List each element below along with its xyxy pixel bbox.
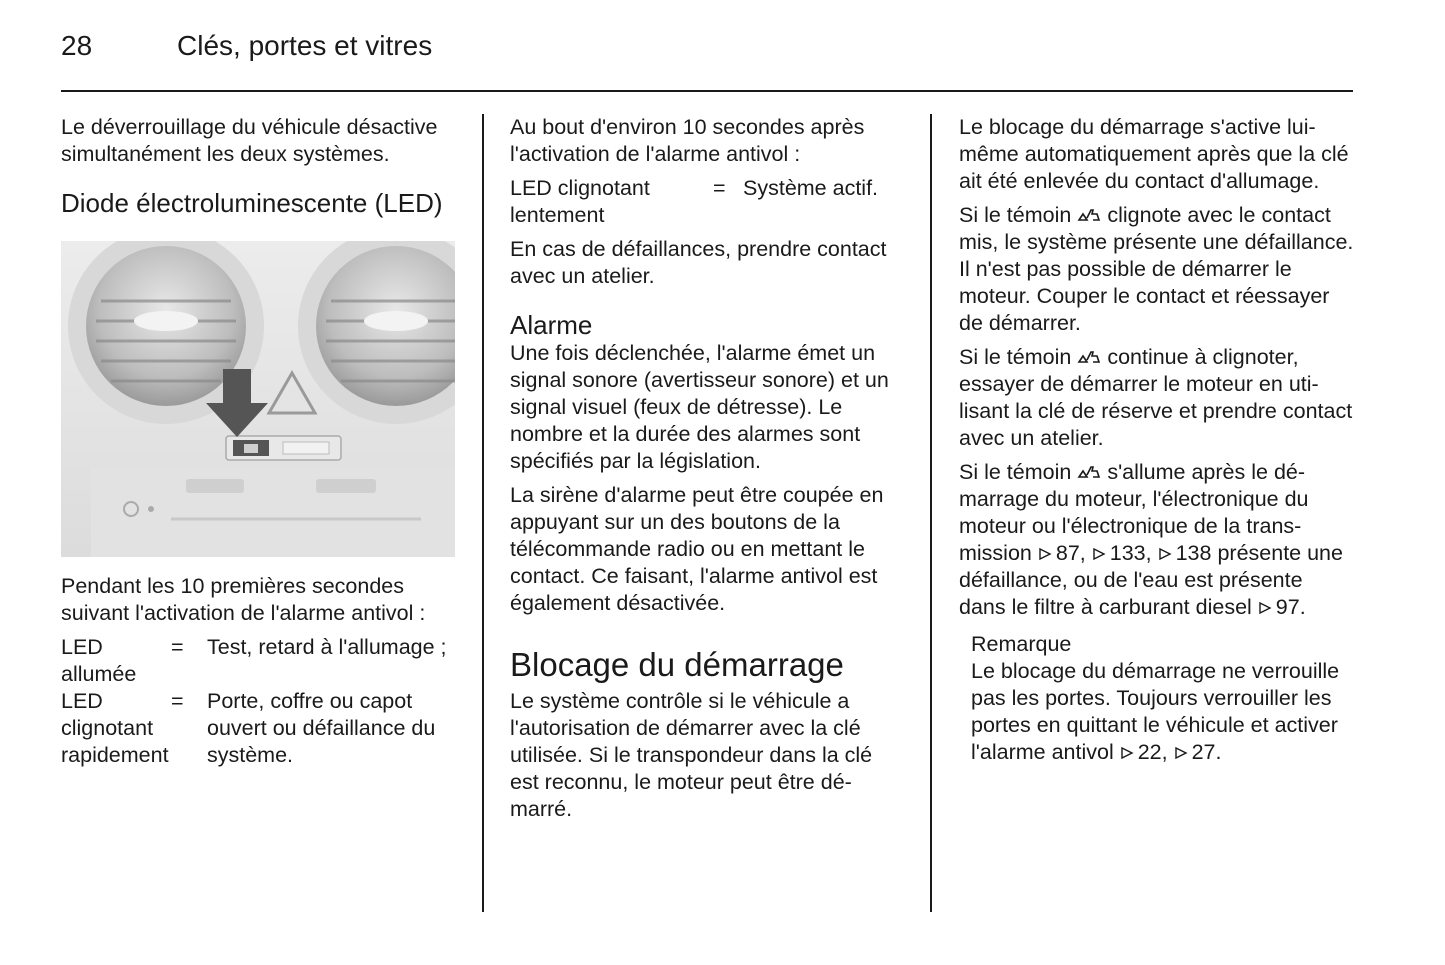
alarm-paragraph: Une fois déclenchée, l'alarme émet un signal sonore (avertisseur sonore) et un signal visuel (feux de détresse). Le nombre et la durée des alarmes sont spécifiés par la législation. xyxy=(510,341,889,473)
text-fragment: Si le témoin xyxy=(959,203,1072,227)
led-desc-slow: Système actif. xyxy=(743,176,879,200)
page-reference-link[interactable]: 97. xyxy=(1275,595,1306,619)
equals-sign: = xyxy=(171,689,184,713)
column-divider-2 xyxy=(930,114,932,912)
text-fragment: présente une défaillance, ou de l'eau est présente dans le filtre à carburant diesel xyxy=(959,541,1343,619)
led-term-on: LED allumée xyxy=(61,635,137,686)
page-reference-icon[interactable] xyxy=(1038,547,1052,561)
page-reference-link[interactable]: 138 xyxy=(1175,541,1212,565)
text-fragment: Si le témoin xyxy=(959,460,1072,484)
dashboard-figure xyxy=(61,241,455,557)
header-rule xyxy=(61,90,1353,92)
note-text xyxy=(971,658,1355,766)
page-number: 28 xyxy=(61,30,93,61)
text-fragment: Si le témoin xyxy=(959,345,1072,369)
failure-paragraph: En cas de défaillances, prendre contact avec un atelier. xyxy=(510,237,887,288)
note-box xyxy=(971,631,1355,766)
page-reference-icon[interactable] xyxy=(1258,601,1272,615)
column-divider-1 xyxy=(482,114,484,912)
immobilizer-warning-icon xyxy=(1077,348,1101,366)
intro-paragraph: Le déverrouillage du véhicule désactive simultanément les deux systèmes. xyxy=(61,115,438,166)
led-heading: Diode électroluminescente (LED) xyxy=(61,188,443,218)
page-reference-link[interactable]: 133, xyxy=(1109,541,1152,565)
immobilizer-warning-icon xyxy=(1077,463,1101,481)
dashboard-illustration xyxy=(61,241,455,557)
led-slow-row xyxy=(510,175,906,229)
after-10s-paragraph: Au bout d'environ 10 secondes après l'activation de l'alarme antivol : xyxy=(510,115,865,166)
led-intro-paragraph: Pendant les 10 premières secondes suivant l'activation de l'alarme antivol : xyxy=(61,574,426,625)
page-reference-icon[interactable] xyxy=(1120,746,1134,760)
equals-sign: = xyxy=(171,635,184,659)
led-desc-on: Test, retard à l'allumage ; xyxy=(207,635,447,659)
page-reference-icon[interactable] xyxy=(1158,547,1172,561)
immobilizer-paragraph: Le système contrôle si le véhicule a l'autorisation de démarrer avec la clé utilisée. Si le transpondeur dans la clé est reconnu, le moteur peut être démarré. xyxy=(510,689,873,821)
flashing-paragraph xyxy=(959,202,1355,337)
text-fragment: s'allume après le démarrage du moteur, l'électronique du moteur ou l'électronique de la transmission xyxy=(959,460,1309,565)
alarm-heading: Alarme xyxy=(510,310,593,340)
text-fragment: Le blocage du démarrage ne verrouille pas les portes. Toujours verrouiller les portes en quittant le véhicule et activer l'alarme antivol xyxy=(971,659,1340,764)
text-fragment: clignote avec le contact mis, le système présente une défaillance. Il n'est pas possible de démarrer le moteur. Couper le contact et réessayer de démarrer. xyxy=(959,203,1354,335)
keeps-flashing-paragraph xyxy=(959,344,1355,452)
page-reference-icon[interactable] xyxy=(1092,547,1106,561)
column-3 xyxy=(959,114,1355,766)
note-title: Remarque xyxy=(971,632,1072,656)
column-2 xyxy=(510,114,906,830)
immobilizer-warning-icon xyxy=(1077,206,1101,224)
led-term-fast: LED clignotant rapidement xyxy=(61,689,169,767)
page-reference-icon[interactable] xyxy=(1174,746,1188,760)
led-term-slow: LED clignotant lentement xyxy=(510,176,650,227)
siren-paragraph: La sirène d'alarme peut être coupée en appuyant sur un des boutons de la télécommande radio ou en mettant le contact. Ce faisant, l'alarme antivol est également désactivée. xyxy=(510,483,884,615)
equals-sign: = xyxy=(713,176,726,200)
lights-up-paragraph xyxy=(959,459,1355,621)
text-fragment: continue à clignoter, essayer de démarrer le moteur en utilisant la clé de réserve et prendre contact avec un atelier. xyxy=(959,345,1353,450)
page-title: Clés, portes et vitres xyxy=(177,30,433,61)
page-reference-link[interactable]: 22, xyxy=(1137,740,1168,764)
column-1 xyxy=(61,114,457,769)
auto-activate-paragraph: Le blocage du démarrage s'active lui-même automatiquement après que la clé ait été enlevée du contact d'allumage. xyxy=(959,115,1349,193)
led-desc-fast: Porte, coffre ou capot ouvert ou défaillance du système. xyxy=(207,689,436,767)
page-reference-link[interactable]: 27. xyxy=(1191,740,1222,764)
immobilizer-heading: Blocage du démarrage xyxy=(510,646,844,683)
page-reference-link[interactable]: 87, xyxy=(1055,541,1086,565)
led-status-list xyxy=(61,634,457,769)
